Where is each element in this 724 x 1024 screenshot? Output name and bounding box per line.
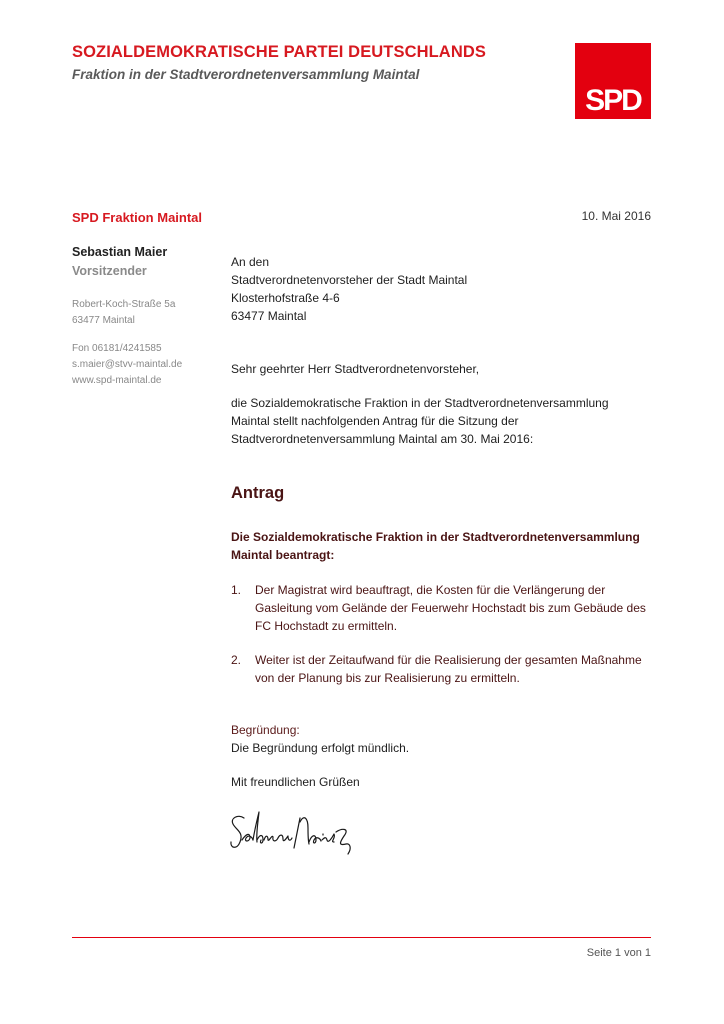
intro-line-2: Maintal stellt nachfolgenden Antrag für die Sitzung der — [231, 414, 519, 428]
page-info: Seite 1 von 1 — [586, 947, 651, 959]
begruendung-text: Die Begründung erfolgt mündlich. — [231, 741, 410, 755]
party-name: SOZIALDEMOKRATISCHE PARTEI DEUTSCHLANDS — [72, 43, 486, 61]
recipient-line-2: Stadtverordnetenvorsteher der Stadt Maintal — [231, 273, 468, 287]
list-item-1-number: 1. — [231, 583, 242, 597]
fraktion-label: SPD Fraktion Maintal — [72, 210, 203, 225]
salutation: Sehr geehrter Herr Stadtverordnetenvorsteher, — [231, 362, 480, 376]
antrag-lead-line-2: Maintal beantragt: — [231, 548, 335, 562]
list-item-2-number: 2. — [231, 653, 242, 667]
antrag-lead-line-1: Die Sozialdemokratische Fraktion in der Stadtverordnetenversammlung — [231, 530, 640, 544]
sender-name: Sebastian Maier — [72, 245, 168, 259]
recipient-line-4: 63477 Maintal — [231, 309, 307, 323]
sender-role: Vorsitzender — [72, 264, 147, 278]
recipient-line-3: Klosterhofstraße 4-6 — [231, 291, 340, 305]
begruendung-label: Begründung: — [231, 723, 300, 737]
intro-line-1: die Sozialdemokratische Fraktion in der Stadtverordnetenversammlung — [231, 396, 609, 410]
footer-divider — [72, 937, 651, 938]
recipient-line-1: An den — [231, 255, 270, 269]
closing: Mit freundlichen Grüßen — [231, 775, 360, 789]
list-item-1-line-3: FC Hochstadt zu ermitteln. — [255, 619, 398, 633]
spd-logo — [575, 43, 651, 119]
list-item-1-line-1: Der Magistrat wird beauftragt, die Kosten für die Verlängerung der — [255, 583, 606, 597]
sender-phone: Fon 06181/4241585 — [72, 343, 162, 354]
sender-city: 63477 Maintal — [72, 315, 135, 326]
sender-street: Robert-Koch-Straße 5a — [72, 299, 176, 310]
list-item-1-line-2: Gasleitung vom Gelände der Feuerwehr Hochstadt bis zum Gebäude des — [255, 601, 646, 615]
signature-image — [228, 804, 358, 860]
antrag-heading: Antrag — [231, 484, 285, 502]
party-subtitle: Fraktion in der Stadtverordnetenversammlung Maintal — [72, 67, 420, 82]
sender-email: s.maier@stvv-maintal.de — [72, 359, 183, 370]
spd-logo-text: SPD — [585, 84, 641, 117]
list-item-2-line-1: Weiter ist der Zeitaufwand für die Realisierung der gesamten Maßnahme — [255, 653, 642, 667]
sender-web: www.spd-maintal.de — [72, 375, 162, 386]
list-item-2-line-2: von der Planung bis zur Realisierung zu ermitteln. — [255, 671, 520, 685]
intro-line-3: Stadtverordnetenversammlung Maintal am 30. Mai 2016: — [231, 432, 534, 446]
letter-date: 10. Mai 2016 — [581, 209, 651, 223]
